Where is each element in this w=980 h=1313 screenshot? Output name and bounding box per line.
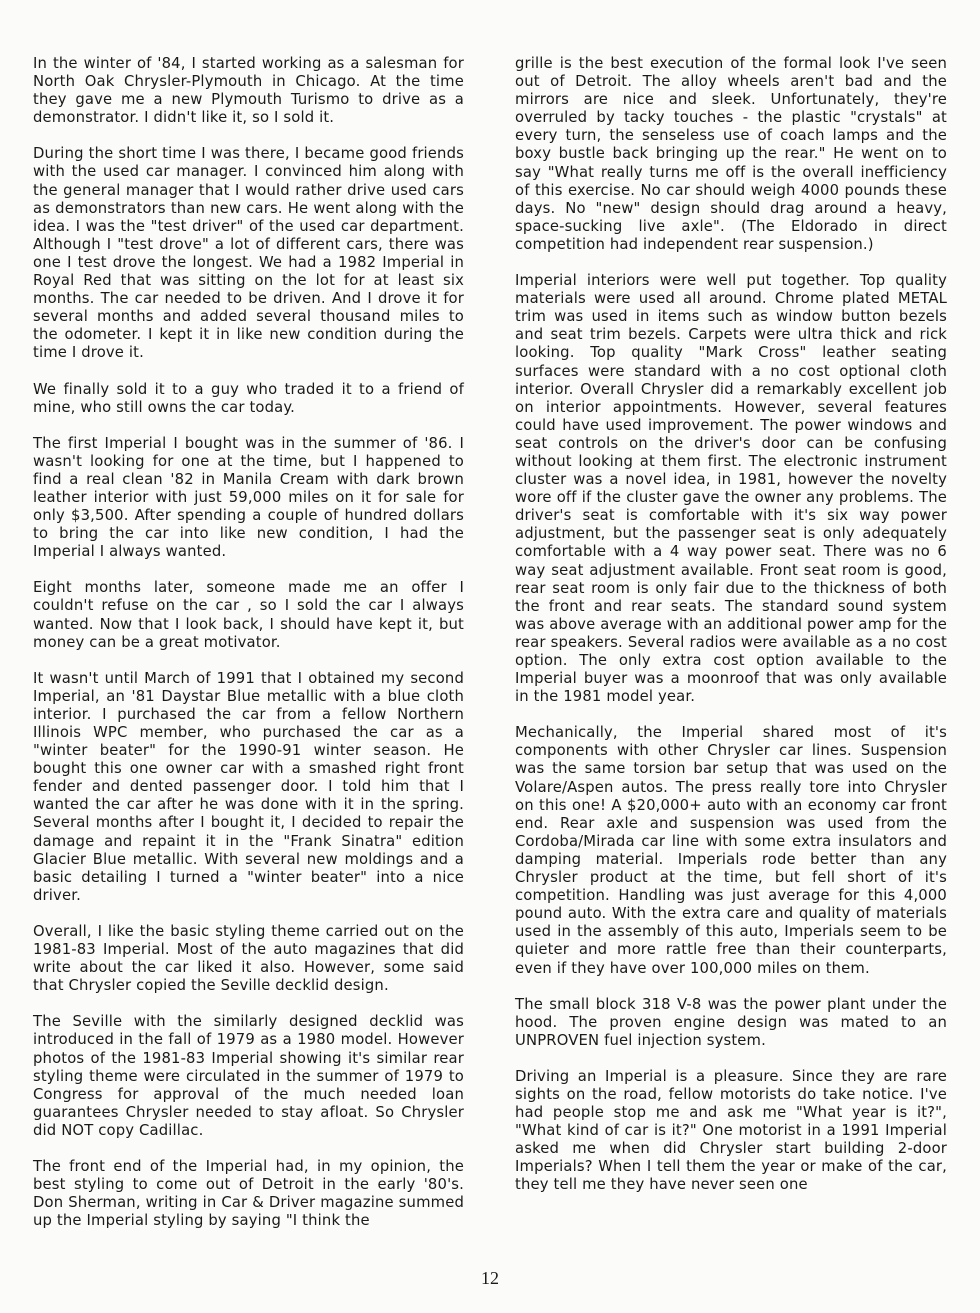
right-column	[515, 55, 947, 1213]
paragraph: In the winter of '84, I started working as a salesman for North Oak Chrysler-Plymouth in Chicago. At the time they gave me a new Plymouth Turismo to drive as a demonstrator. I didn't like it, so I sold it.	[33, 55, 464, 127]
paragraph: The first Imperial I bought was in the summer of '86. I wasn't looking for one at the time, but I happened to find a real clean '82 in Manila Cream with dark brown leather interior with just 59,000 miles on it for sale for only $3,500. After spending a couple of hundred dollars to bring the car into like new condition, I had the Imperial I always wanted.	[33, 434, 464, 561]
paragraph: During the short time I was there, I became good friends with the used car manager. I convinced him along with the general manager that I would rather drive used cars as demonstrators than new cars. He went along with the idea. I was the "test driver" of the used car department. Although I "test drove" a lot of different cars, there was one I test drove the longest. We had a 1982 Imperial in Royal Red that was sitting on the lot for at least six months. The car needed to be driven. And I drove it for several months and added several thousand miles to the odometer. I kept it in like new condition during the time I drove it.	[33, 145, 464, 362]
paragraph: The front end of the Imperial had, in my opinion, the best styling to come out of Detroit in the early '80's. Don Sherman, writing in Car & Driver magazine summed up the Imperial styling by saying "I think the	[33, 1157, 464, 1230]
paragraph: It wasn't until March of 1991 that I obtained my second Imperial, an '81 Daystar Blue metallic with a blue cloth interior. I purchased the car from a fellow Northern Illinois WPC member, who purchased the car as a "winter beater" for the 1990-91 winter season. He bought this one owner car with a smashed right front fender and dented passenger door. I told him that I wanted the car after he was done with it in the spring. Several months after I bought it, I decided to repair the damage and repaint it in the "Frank Sinatra" edition Glacier Blue metallic. With several new moldings and a basic detailing I turned a "winter beater" into a nice driver.	[33, 669, 464, 904]
left-column	[33, 55, 464, 1248]
page-number: 12	[481, 1268, 499, 1288]
paragraph: Driving an Imperial is a pleasure. Since they are rare sights on the road, fellow motorists do take notice. I've had people stop me and ask me "What year is it?", "What kind of car is it?" One motorist in a 1991 Imperial asked me when did Chrysler start building 2-door Imperials? When I tell them the year or make of the car, they tell me they have never seen one	[515, 1067, 947, 1194]
paragraph: Eight months later, someone made me an offer I couldn't refuse on the car , so I sold the car I always wanted. Now that I look back, I should have kept it, but money can be a great motivator.	[33, 579, 464, 651]
paragraph: The Seville with the similarly designed decklid was introduced in the fall of 1979 as a 1980 model. However photos of the 1981-83 Imperial showing it's similar rear styling theme were circulated in the summer of 1979 to Congress for approval of the much needed loan guarantees Chrysler needed to stay afloat. So Chrysler did NOT copy Cadillac.	[33, 1013, 464, 1139]
paragraph: The small block 318 V-8 was the power plant under the hood. The proven engine design was mated to an UNPROVEN fuel injection system.	[515, 995, 947, 1049]
paragraph: We finally sold it to a guy who traded it to a friend of mine, who still owns the car today.	[33, 380, 464, 416]
paragraph: Mechanically, the Imperial shared most of it's components with other Chrysler car lines. Suspension was the same torsion bar setup that was used on the Volare/Aspen autos. The press really tore into Chrysler on this one! A $20,000+ auto with an economy car front end. Rear axle and suspension was used from the Cordoba/Mirada car line with some extra insulators and damping material. Imperials rode better than any Chrysler product at the time, but fell short of it's competition. Handling was just average for this 4,000 pound auto. With the extra care and quality of materials used in the assembly of this auto, Imperials seem to be quieter and more rattle free than their counterparts, even if they have over 100,000 miles on them.	[515, 724, 947, 977]
paragraph: grille is the best execution of the formal look I've seen out of Detroit. The alloy wheels aren't bad and the mirrors are nice and sleek. Unfortunately, they're overruled by tacky touches - the plastic "crystals" at every turn, the senseless use of coach lamps and the boxy bustle back bringing up the rear." He went on to say "What really turns me off is the overall inefficiency of this exercise. No car should weigh 4000 pounds these days. No "new" design should drag around a heavy, space-sucking live axle". (The Eldorado in direct competition had independent rear suspension.)	[515, 55, 947, 253]
paragraph: Imperial interiors were well put together. Top quality materials were used all around. Chrome plated METAL trim was used in items such as window button bezels and seat trim bezels. Carpets were ultra thick and rick looking. Top quality "Mark Cross" leather seating surfaces were standard with a no cost optional cloth interior. Overall Chrysler did a remarkably excellent job on interior appointments. However, several features could have used improvement. The power windows and seat controls on the driver's door can be confusing without looking at them first. The electronic instrument cluster was a novel idea, in 1981, however the novelty wore off if the cluster gave the owner any problems. The driver's seat is comfortable with it's six way power adjustment, but the passenger seat is only adequately comfortable with a 4 way power seat. There was no 6 way seat adjustment available. Front seat room is good, rear seat room is only fair due to the thickness of both the front and rear seats. The standard sound system was above average with an additional power amp for the rear speakers. Several radios were available as a no cost option. The only extra cost option available to the Imperial buyer was a moonroof that was only available in the 1981 model year.	[515, 272, 947, 706]
paragraph: Overall, I like the basic styling theme carried out on the 1981-83 Imperial. Most of the auto magazines that did write about the car liked it also. However, some said that Chrysler copied the Seville decklid design.	[33, 922, 464, 995]
